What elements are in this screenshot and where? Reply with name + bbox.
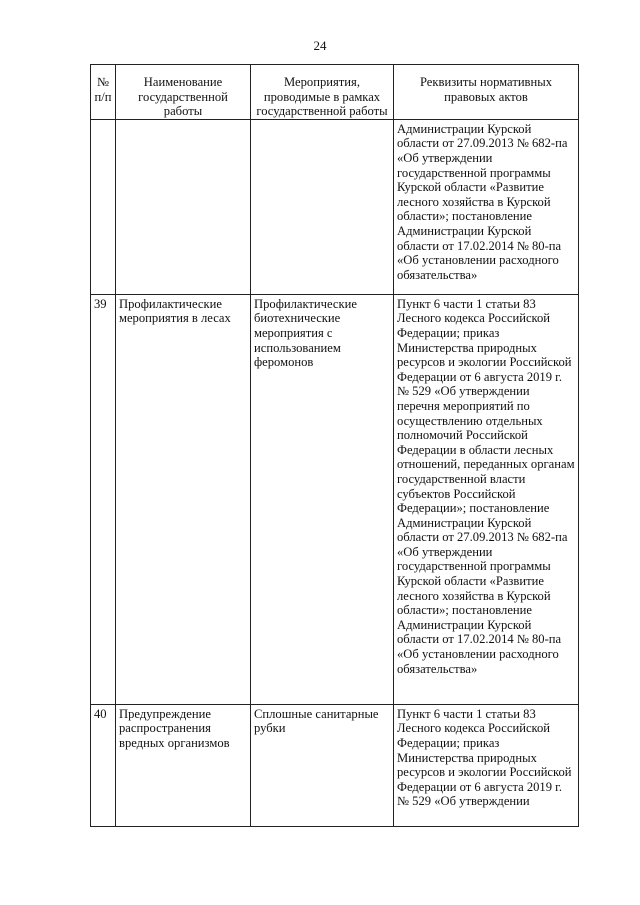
row-requisites: Администрации Курской области от 27.09.2013 № 682-па «Об утверждении государственной программы Курской области «Развитие лесного хозяйства в Курской области»; постановление Администрации Курской области от 17.02.2014 № 80-па «Об установлении расходного обязательства» bbox=[394, 119, 579, 294]
header-activities: Мероприятия, проводимые в рамках государственной работы bbox=[251, 65, 394, 120]
table-row bbox=[91, 704, 579, 826]
page-number: 24 bbox=[313, 38, 327, 53]
row-num: 40 bbox=[91, 704, 116, 826]
row-activities: Сплошные санитарные рубки bbox=[251, 704, 394, 826]
row-name: Профилактические мероприятия в лесах bbox=[116, 294, 251, 704]
row-name bbox=[116, 119, 251, 294]
row-activities bbox=[251, 119, 394, 294]
table-header-row bbox=[91, 65, 579, 120]
row-activities: Профилактические биотехнические мероприятия с использованием феромонов bbox=[251, 294, 394, 704]
row-requisites: Пункт 6 части 1 статьи 83 Лесного кодекса Российской Федерации; приказ Министерства природных ресурсов и экологии Российской Федерации от 6 августа 2019 г. № 529 «Об утверждении bbox=[394, 704, 579, 826]
header-num: № п/п bbox=[91, 65, 116, 120]
row-num bbox=[91, 119, 116, 294]
row-requisites: Пункт 6 части 1 статьи 83 Лесного кодекса Российской Федерации; приказ Министерства природных ресурсов и экологии Российской Федерации от 6 августа 2019 г. № 529 «Об утверждении перечня мероприятий по осуществлению отдельных полномочий Российской Федерации в области лесных отношений, переданных органам государственной власти субъектов Российской Федерации»; постановление Администрации Курской области от 27.09.2013 № 682-па «Об утверждении государственной программы Курской области «Развитие лесного хозяйства в Курской области»; постановление Администрации Курской области от 17.02.2014 № 80-па «Об установлении расходного обязательства» bbox=[394, 294, 579, 704]
table-row bbox=[91, 294, 579, 704]
row-num: 39 bbox=[91, 294, 116, 704]
header-requisites: Реквизиты нормативных правовых актов bbox=[394, 65, 579, 120]
row-name: Предупреждение распространения вредных организмов bbox=[116, 704, 251, 826]
header-name: Наименование государственной работы bbox=[116, 65, 251, 120]
legal-acts-table bbox=[90, 64, 579, 827]
table-row bbox=[91, 119, 579, 294]
